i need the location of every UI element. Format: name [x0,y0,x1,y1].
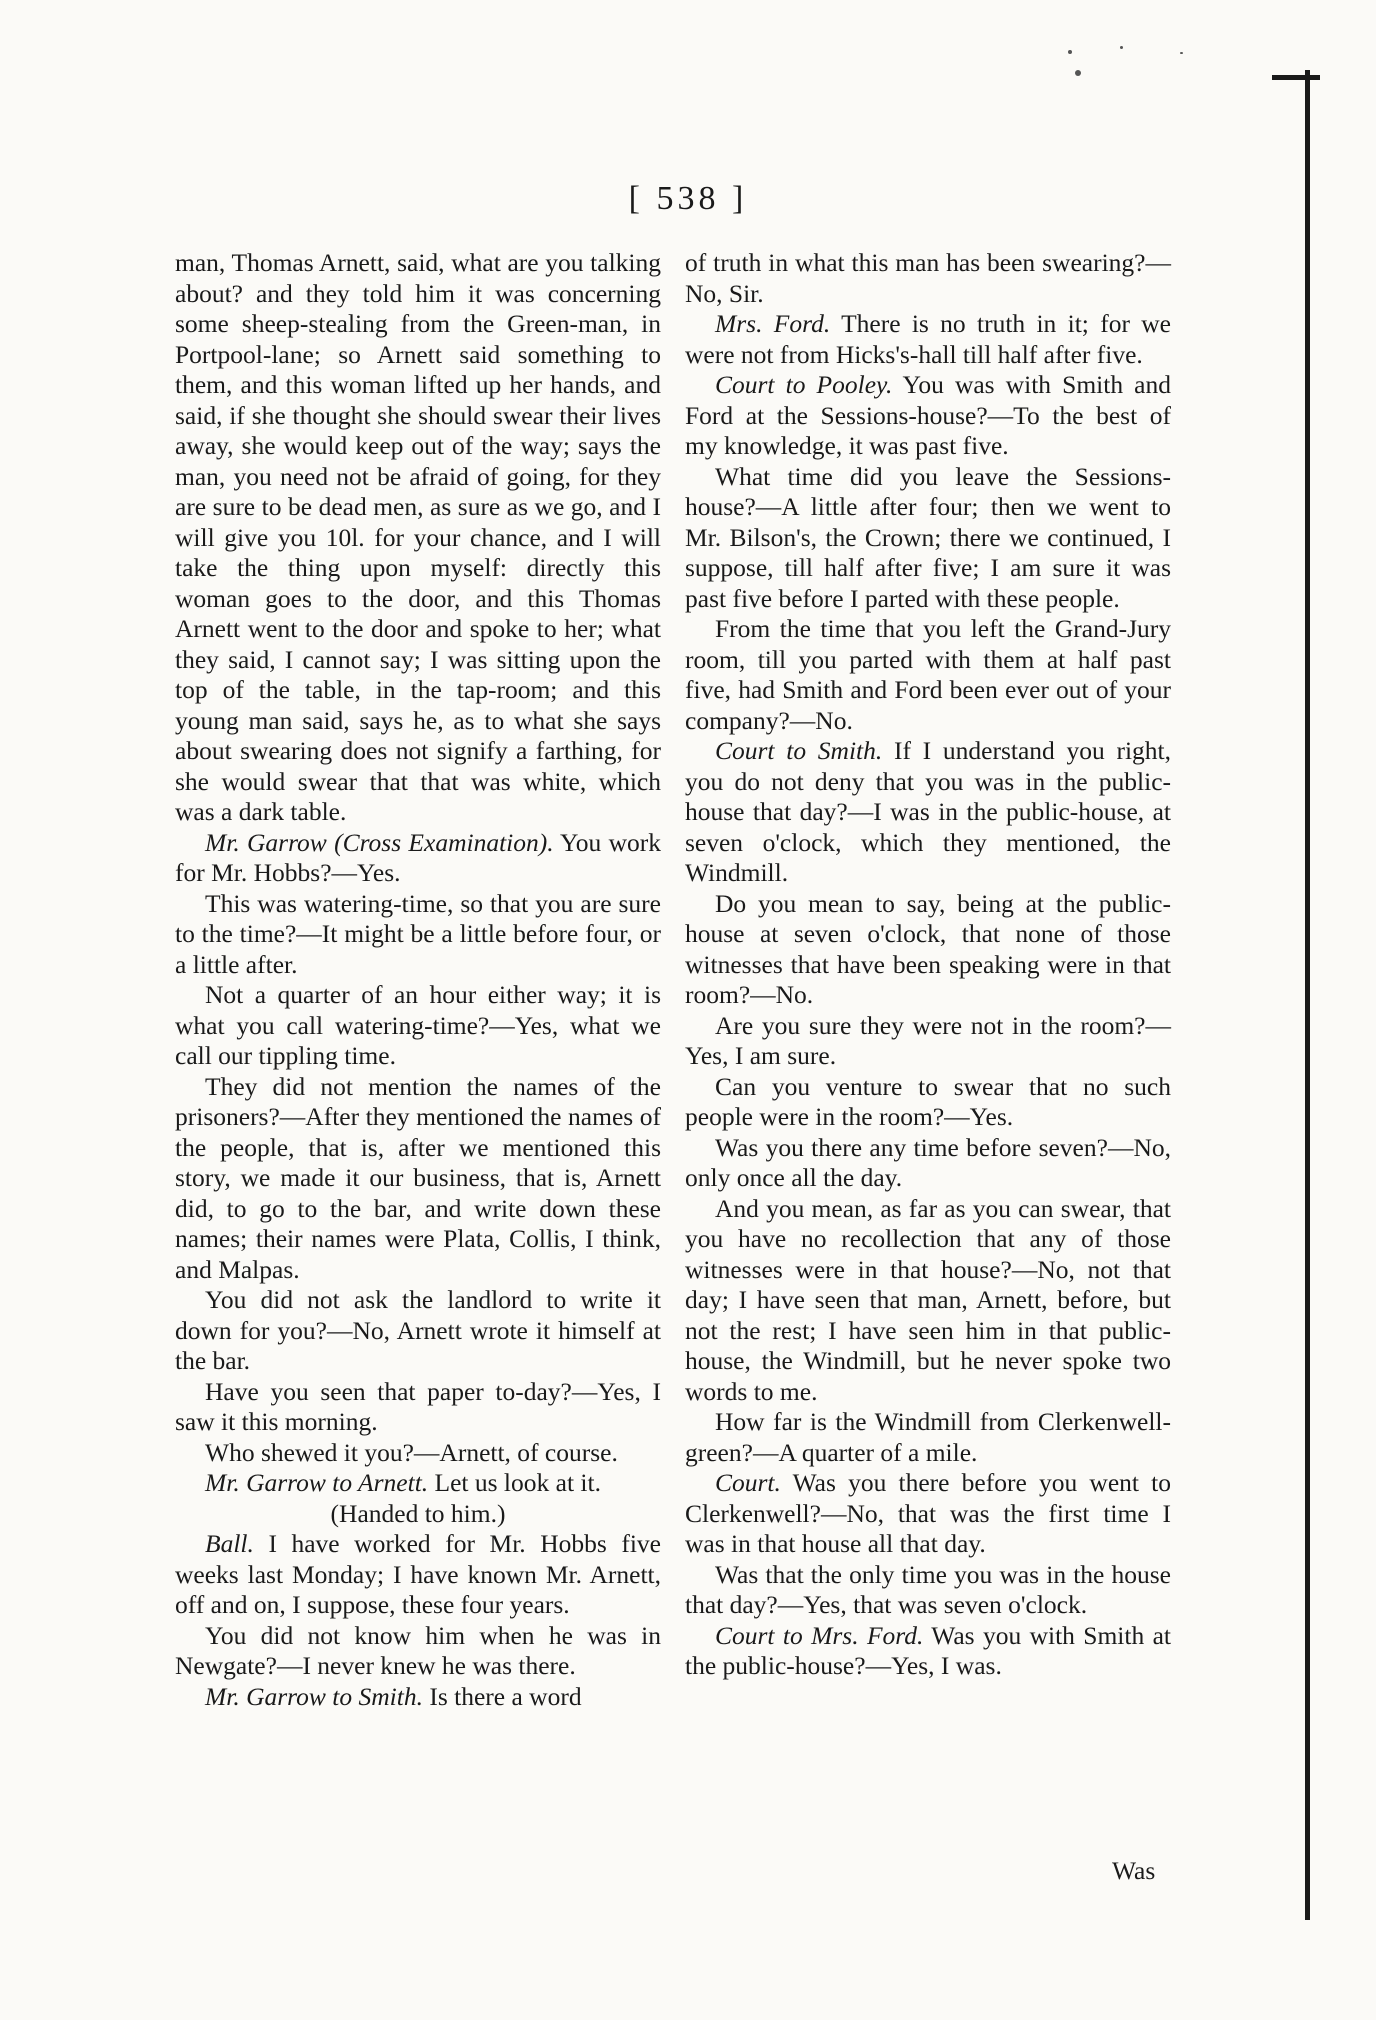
paragraph: Was that the only time you was in the house that day?—Yes, that was seven o'clock. [685,1559,1171,1619]
speck [1068,50,1072,54]
paragraph: How far is the Windmill from Clerkenwell-green?—A quarter of a mile. [685,1407,1171,1467]
page-edge-rule [1305,70,1310,1920]
right-column [685,248,1171,1682]
paragraph: This was watering-time, so that you are sure to the time?—It might be a little before four, or a little after. [175,888,661,979]
paragraph: Mr. Garrow to Smith. Is there a word [205,1681,582,1711]
page-edge-top [1272,75,1320,80]
paragraph: Court to Smith. If I understand you right, you do not deny that you was in the public-house that day?—I was in the public-house, at seven o'clock, which they mentioned, the Windmill. [685,736,1171,887]
paragraph: Can you venture to swear that no such people were in the room?—Yes. [685,1071,1171,1131]
paragraph: They did not mention the names of the prisoners?—After they mentioned the names of the people, that is, after we mentioned this story, we made it our business, that is, Arnett did, to go to the bar, and write down these names; their names were Plata, Collis, I think, and Malpas. [175,1071,661,1284]
speck [1180,52,1183,54]
paragraph: of truth in what this man has been swearing?—No, Sir. [685,248,1171,308]
paragraph: Not a quarter of an hour either way; it is what you call watering-time?—Yes, what we call our tippling time. [175,980,661,1070]
paragraph: Who shewed it you?—Arnett, of course. [205,1437,618,1467]
paragraph: Court to Pooley. You was with Smith and Ford at the Sessions-house?—To the best of my knowledge, it was past five. [685,370,1171,460]
paragraph: (Handed to him.) [330,1498,506,1528]
paragraph: Mr. Garrow to Arnett. Let us look at it. [205,1468,601,1497]
catchword: Was [1112,1856,1156,1885]
speck [1075,70,1081,76]
speck [1120,46,1123,49]
paragraph: And you mean, as far as you can swear, that you have no recollection that any of those witnesses were in that house?—No, not that day; I have seen that man, Arnett, before, but not the rest; I have seen him in that public-house, the Windmill, but he never spoke two words to me. [685,1193,1171,1406]
paragraph: Mr. Garrow (Cross Examination). You work for Mr. Hobbs?—Yes. [175,827,661,887]
paragraph: From the time that you left the Grand-Jury room, till you parted with them at half past five, had Smith and Ford been ever out of your company?—No. [685,614,1171,735]
paragraph: Court. Was you there before you went to Clerkenwell?—No, that was the first time I was in that house all that day. [685,1468,1171,1558]
left-column [175,248,661,1712]
paragraph: Ball. I have worked for Mr. Hobbs five weeks last Monday; I have known Mr. Arnett, off and on, I suppose, these four years. [175,1529,662,1619]
paragraph: You did not ask the landlord to write it down for you?—No, Arnett wrote it himself at the bar. [175,1285,661,1375]
page-number: [ 538 ] [628,180,748,217]
paragraph: Do you mean to say, being at the public-house at seven o'clock, that none of those witnesses that have been speaking were in that room?—No. [685,888,1171,1009]
paragraph: Have you seen that paper to-day?—Yes, I saw it this morning. [175,1376,661,1436]
paragraph: You did not know him when he was in Newgate?—I never knew he was there. [175,1620,661,1680]
paragraph: Are you sure they were not in the room?—Yes, I am sure. [685,1010,1171,1070]
paragraph: Mrs. Ford. There is no truth in it; for we were not from Hicks's-hall till half after five. [685,309,1171,369]
paragraph: What time did you leave the Sessions-house?—A little after four; then we went to Mr. Bilson's, the Crown; there we continued, I suppose, till half after five; I am sure it was past five before I parted with these people. [685,461,1171,613]
paragraph: Court to Mrs. Ford. Was you with Smith at the public-house?—Yes, I was. [685,1620,1171,1680]
paragraph: Was you there any time before seven?—No, only once all the day. [685,1132,1171,1192]
paragraph: man, Thomas Arnett, said, what are you talking about? and they told him it was concerning some sheep-stealing from the Green-man, in Portpool-lane; so Arnett said something to them, and this woman lifted up her hands, and said, if she thought she should swear their lives away, she would keep out of the way; says the man, you need not be afraid of going, for they are sure to be dead men, as sure as we go, and I will give you 10l. for your chance, and I will take the thing upon myself: directly this woman goes to the door, and this Thomas Arnett went to the door and spoke to her; what they said, I cannot say; I was sitting upon the top of the table, in the tap-room; and this young man said, says he, as to what she says about swearing does not signify a farthing, for she would swear that that was white, which was a dark table. [175,248,661,826]
